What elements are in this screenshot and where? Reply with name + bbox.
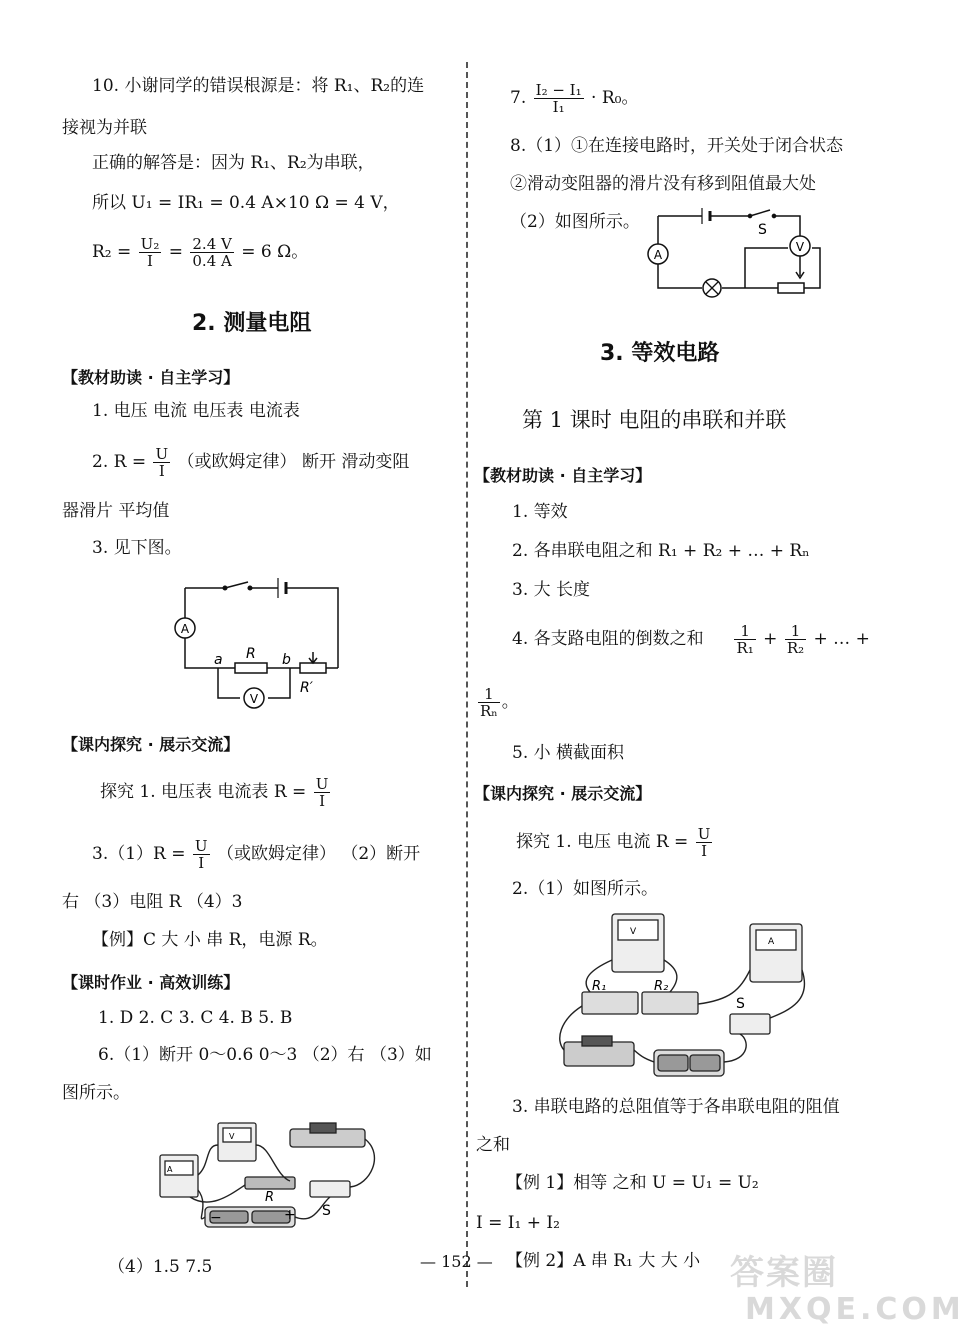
section-header-homework: 【课时作业 · 高效训练】: [62, 973, 240, 992]
item4-text: 4. 各支路电阻的倒数之和: [512, 629, 704, 649]
r-s1-item4: [512, 623, 870, 656]
formula-label: 2. R =: [92, 452, 147, 472]
frac-num: U₂: [140, 235, 160, 253]
plus-sign: +: [763, 629, 778, 649]
s1-item1: 1. 电压 电流 电压表 电流表: [92, 401, 300, 421]
s2-item3-cont: 右 （3）电阻 R （4）3: [62, 892, 243, 912]
fraction-u-over-i: [696, 826, 713, 859]
resistor-r-label: R: [265, 1190, 275, 1205]
switch-s-label: S: [322, 1203, 331, 1219]
item3-label: 3.（1）R =: [92, 844, 186, 864]
item1-text: 探究 1. 电压 电流 R =: [516, 832, 689, 852]
ellipsis-plus: + … +: [813, 629, 870, 649]
q7-number: 7.: [510, 88, 527, 108]
equals-sign: =: [168, 242, 183, 262]
section-header-class-explore: 【课内探究 · 展示交流】: [474, 784, 652, 803]
r-s1-item1: 1. 等效: [512, 502, 568, 522]
section-title-equivalent-circuit: 3. 等效电路: [600, 341, 720, 366]
equipment-photo-measure-resistance: [150, 1115, 380, 1240]
watermark-logo: 答案圈: [730, 1253, 838, 1293]
r-s2-item3-line2: 之和: [476, 1135, 510, 1155]
ammeter-label: A: [653, 248, 663, 262]
section-header-class-explore: 【课内探究 · 展示交流】: [62, 735, 240, 754]
fraction-1-over-rn: [478, 686, 500, 719]
item2-text: （或欧姆定律） 断开 滑动变阻: [177, 452, 410, 472]
fraction-u-over-i: [193, 838, 210, 871]
q7: [510, 82, 638, 115]
s3-answers: 1. D 2. C 3. C 4. B 5. B: [98, 1008, 293, 1028]
point-b-label: b: [282, 652, 291, 668]
fraction-values: [190, 236, 233, 269]
frac-num: U: [697, 825, 711, 843]
frac-num: U: [194, 837, 208, 855]
frac-den: I₁: [552, 98, 565, 116]
fraction-current-ratio: [534, 82, 584, 115]
fraction-u-over-i: [153, 446, 170, 479]
ex1-line2: I = I₁ + I₂: [476, 1213, 560, 1233]
voltmeter-label: V: [229, 1132, 235, 1141]
frac-num: U: [155, 445, 169, 463]
r-s1-item3: 3. 大 长度: [512, 580, 591, 600]
frac-num: 2.4 V: [192, 235, 232, 253]
frac-den: I: [198, 854, 205, 872]
q10-r2-formula: [92, 236, 308, 269]
s2-item1: [100, 776, 332, 809]
r-s1-item4-cont: [476, 686, 519, 719]
fraction-1-over-r2: [785, 623, 806, 656]
section-header-self-study: 【教材助读 · 自主学习】: [474, 466, 652, 485]
minus-label: −: [210, 1210, 222, 1226]
s2-example: 【例】C 大 小 串 R，电源 R。: [92, 930, 328, 950]
q10-line1: 10. 小谢同学的错误根源是：将 R₁、R₂的连: [92, 76, 425, 96]
q8-line1: 8.（1）①在连接电路时，开关处于闭合状态: [510, 136, 844, 156]
r2-label: R₂ =: [92, 242, 132, 262]
r-s2-item1: [516, 826, 714, 859]
frac-den: I: [158, 462, 165, 480]
voltmeter-label: V: [795, 240, 805, 254]
ammeter-label: A: [167, 1165, 173, 1174]
frac-num: 1: [785, 623, 806, 640]
r-s1-item2: 2. 各串联电阻之和 R₁ + R₂ + … + Rₙ: [512, 541, 810, 561]
period: 。: [501, 692, 519, 712]
frac-den: 0.4 A: [192, 252, 232, 270]
ammeter-label: A: [768, 937, 775, 947]
s3-item4: （4）1.5 7.5: [108, 1257, 213, 1277]
r-s1-item5: 5. 小 横截面积: [512, 743, 625, 763]
q7-tail: · R₀。: [591, 88, 639, 108]
lesson-title: 第 1 课时 电阻的串联和并联: [522, 408, 787, 432]
q8-line3: （2）如图所示。: [510, 212, 640, 232]
frac-den: I: [319, 792, 325, 810]
item3-text: （或欧姆定律） （2）断开: [216, 844, 421, 864]
frac-den: R₁: [736, 639, 754, 657]
r-s2-item3-line1: 3. 串联电路的总阻值等于各串联电阻的阻值: [512, 1097, 840, 1117]
circuit-diagram-measure-resistance: [170, 572, 360, 722]
s3-item6: 6.（1）断开 0～0.6 0～3 （2）右 （3）如: [98, 1045, 432, 1065]
ex2: 【例 2】A 串 R₁ 大 大 小: [506, 1251, 701, 1271]
section-header-self-study: 【教材助读 · 自主学习】: [62, 368, 240, 387]
point-a-label: a: [214, 652, 223, 668]
frac-num: I₂ − I₁: [535, 81, 582, 99]
switch-s-label: S: [758, 222, 767, 238]
q8-line2: ②滑动变阻器的滑片没有移到阻值最大处: [510, 174, 816, 194]
circuit-diagram-q8: [640, 206, 840, 302]
switch-s-label: S: [736, 996, 745, 1012]
resistor-r2-label: R₂: [654, 979, 669, 994]
column-divider: [466, 62, 468, 1287]
q10-line3: 正确的解答是：因为 R₁、R₂为串联，: [92, 153, 375, 173]
frac-num: 1: [734, 623, 755, 640]
item1-text: 探究 1. 电压表 电流表 R =: [100, 782, 307, 802]
frac-den: R₂: [786, 639, 805, 657]
fraction-1-over-r1: [734, 623, 755, 656]
s1-item2: [92, 446, 409, 479]
page-number: — 152 —: [420, 1252, 493, 1271]
voltmeter-label: V: [630, 927, 637, 937]
r-s2-item2: 2.（1）如图所示。: [512, 879, 659, 899]
voltmeter-label: V: [249, 692, 259, 706]
watermark-url: MXQE.COM: [745, 1292, 965, 1327]
resistor-r1-label: R₁: [592, 979, 607, 994]
q10-line2: 接视为并联: [62, 118, 147, 138]
frac-den: Rₙ: [480, 702, 498, 720]
plus-label: +: [284, 1207, 296, 1223]
ammeter-label: A: [180, 622, 190, 636]
fraction-u-over-i: [314, 776, 331, 809]
equipment-photo-series-circuit: [550, 910, 810, 1090]
frac-den: I: [147, 252, 153, 270]
q10-line4: 所以 U₁ = IR₁ = 0.4 A×10 Ω = 4 V，: [92, 193, 400, 213]
section-title-measure-resistance: 2. 测量电阻: [192, 311, 312, 336]
s1-item3: 3. 见下图。: [92, 538, 182, 558]
ex1-line1: 【例 1】相等 之和 U = U₁ = U₂: [506, 1173, 759, 1193]
result: = 6 Ω。: [241, 242, 309, 262]
s1-item2-cont: 器滑片 平均值: [62, 501, 170, 521]
frac-num: U: [315, 775, 329, 793]
resistor-r-label: R: [246, 646, 256, 662]
rheostat-label: R′: [300, 680, 313, 696]
frac-num: 1: [478, 686, 500, 703]
fraction-u2-over-i: [139, 236, 162, 269]
frac-den: I: [701, 842, 707, 860]
s3-item6-cont: 图所示。: [62, 1083, 130, 1103]
s2-item3: [92, 838, 420, 871]
